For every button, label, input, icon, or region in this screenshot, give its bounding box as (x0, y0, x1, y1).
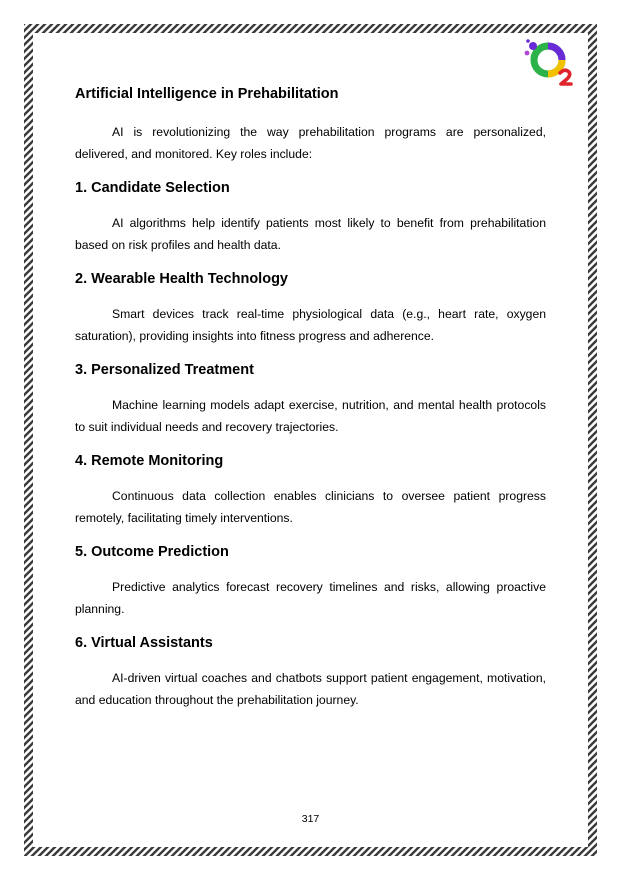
section-heading-candidate-selection: 1. Candidate Selection (75, 180, 230, 196)
section-heading-outcome-prediction: 5. Outcome Prediction (75, 544, 229, 560)
section-body-wearable-health-technology: Smart devices track real-time physiological data (e.g., heart rate, oxygen saturation), providing insights into fitness progress and adherence. (75, 307, 546, 343)
section-heading-personalized-treatment: 3. Personalized Treatment (75, 362, 254, 378)
o2-logo-icon (524, 38, 578, 88)
section-body-outcome-prediction: Predictive analytics forecast recovery timelines and risks, allowing proactive planning. (75, 580, 546, 616)
intro-paragraph: AI is revolutionizing the way prehabilitation programs are personalized, delivered, and monitored. Key roles include: (75, 125, 546, 161)
page-title: Artificial Intelligence in Prehabilitation (75, 86, 339, 102)
section-heading-remote-monitoring: 4. Remote Monitoring (75, 453, 224, 469)
document-body (75, 84, 546, 711)
page-number: 317 (301, 813, 320, 825)
section-heading-wearable-health-technology: 2. Wearable Health Technology (75, 271, 288, 287)
section-body-personalized-treatment: Machine learning models adapt exercise, nutrition, and mental health protocols to suit individual needs and recovery trajectories. (75, 398, 546, 434)
section-body-virtual-assistants: AI-driven virtual coaches and chatbots support patient engagement, motivation, and education throughout the prehabilitation journey. (75, 671, 546, 707)
section-body-remote-monitoring: Continuous data collection enables clinicians to oversee patient progress remotely, facilitating timely interventions. (75, 489, 546, 525)
section-heading-virtual-assistants: 6. Virtual Assistants (75, 635, 213, 651)
section-body-candidate-selection: AI algorithms help identify patients most likely to benefit from prehabilitation based on risk profiles and health data. (75, 216, 546, 252)
